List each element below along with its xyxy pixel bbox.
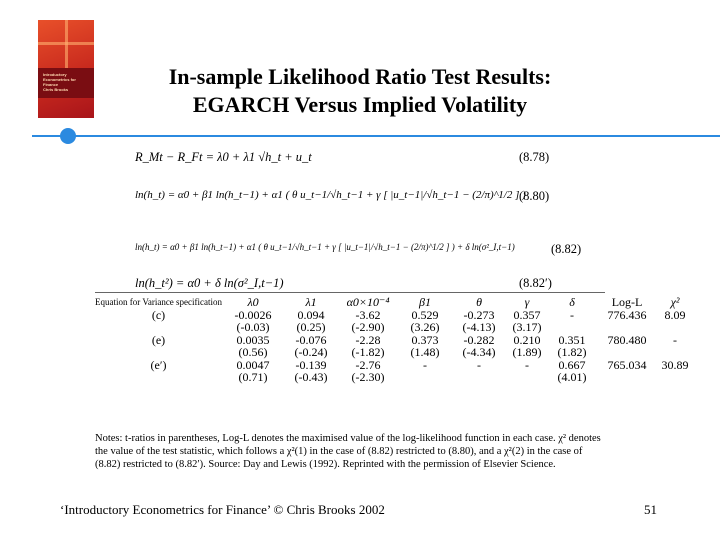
table-cell: (3.26) xyxy=(410,320,440,334)
table-cell: - xyxy=(570,307,575,322)
page-number: 51 xyxy=(644,502,657,517)
slide-footer: ‘Introductory Econometrics for Finance’ © Chris Brooks 2002 xyxy=(60,502,385,517)
table-cell xyxy=(548,321,596,334)
slide-title xyxy=(120,63,600,119)
equation-8-82: ln(h_t) = α0 + β1 ln(h_t−1) + α1 ( θ u_t−1/√h_t−1 + γ [ |u_t−1|/√h_t−1 − (2/π)^1/2 ] ) + δ ln(σ²_I,t−1) xyxy=(135,242,515,252)
equation-number: (8.82′) xyxy=(519,276,552,290)
equation-8-78: R_Mt − R_Ft = λ0 + λ1 √h_t + u_t xyxy=(135,150,312,164)
table-cell: 0.0047 xyxy=(236,357,270,372)
table-cell: - xyxy=(423,357,428,372)
table-row xyxy=(95,359,692,372)
table-cell: 0.667 xyxy=(558,357,586,372)
table-cell: (0.71) xyxy=(238,370,268,384)
table-header-cell: λ0 xyxy=(247,295,259,309)
table-header-cell: α0×10⁻⁴ xyxy=(346,295,390,309)
table-cell: -0.139 xyxy=(295,357,327,372)
table-cell: 0.210 xyxy=(513,332,541,347)
table-cell: (0.56) xyxy=(238,345,268,359)
table-cell xyxy=(95,371,222,384)
equation-number: (8.82) xyxy=(551,242,582,256)
table-cell: (e) xyxy=(151,332,166,347)
table-cell xyxy=(596,346,658,359)
table-cell: (-4.34) xyxy=(462,345,496,359)
table-header-cell: Log-L xyxy=(611,295,643,309)
table-row xyxy=(95,371,692,384)
book-cover-image xyxy=(38,20,94,118)
table-cell: 776.436 xyxy=(607,307,647,322)
table-top-rule xyxy=(95,292,605,293)
table-cell xyxy=(596,371,658,384)
table-cell: (0.25) xyxy=(296,320,326,334)
table-cell: -2.28 xyxy=(355,332,381,347)
table-cell: 8.09 xyxy=(664,307,686,322)
table-cell: (1.89) xyxy=(512,345,542,359)
table-cell: -0.282 xyxy=(463,332,495,347)
table-header-cell: β1 xyxy=(419,295,432,309)
table-cell: - xyxy=(477,357,482,372)
equation-8-80: ln(h_t) = α0 + β1 ln(h_t−1) + α1 ( θ u_t−1/√h_t−1 + γ [ |u_t−1|/√h_t−1 − (2/π)^1/2 ] ) xyxy=(135,189,526,201)
table-cell: -0.273 xyxy=(463,307,495,322)
equation-number: (8.78) xyxy=(519,150,550,164)
table-header-cell: δ xyxy=(569,295,575,309)
table-cell: 30.89 xyxy=(661,357,689,372)
equation-8-82-prime: ln(h_t²) = α0 + δ ln(σ²_I,t−1) xyxy=(135,276,284,290)
table-cell xyxy=(658,321,692,334)
table-cell: (-1.82) xyxy=(351,345,385,359)
table-cell: -3.62 xyxy=(355,307,381,322)
table-cell: - xyxy=(525,357,530,372)
table-cell xyxy=(506,371,548,384)
results-table xyxy=(95,296,692,384)
table-row xyxy=(95,321,692,334)
table-header-cell: Equation for Variance specification xyxy=(95,297,223,308)
table-cell: 0.357 xyxy=(513,307,541,322)
equation-number: (8.80) xyxy=(519,189,550,203)
title-divider xyxy=(32,135,720,137)
table-header-cell: γ xyxy=(524,295,530,309)
table-cell: -0.0026 xyxy=(234,307,272,322)
table-cell: (-0.43) xyxy=(294,370,328,384)
table-cell: (1.82) xyxy=(557,345,587,359)
table-cell: -0.076 xyxy=(295,332,327,347)
table-cell: 0.351 xyxy=(558,332,586,347)
table-cell xyxy=(398,371,452,384)
table-header-row xyxy=(95,296,692,309)
table-cell xyxy=(658,371,692,384)
table-cell: 0.094 xyxy=(297,307,325,322)
table-row xyxy=(95,334,692,347)
table-notes: Notes: t-ratios in parentheses, Log-L denotes the maximised value of the log-likelihood function in each case. χ² denotes the value of the test statistic, which follows a χ²(1) in the case of (8.82) restricted to (8.80), and a χ²(2) in the case of (8.82) restricted to (8.82′). Source: Day and Lewis (1992). Reprinted with the permission of Elsevier Science. xyxy=(95,433,601,471)
book-cover-text: Introductory Econometrics for Finance Chris Brooks xyxy=(43,72,76,92)
book-cover-decoration xyxy=(38,42,94,45)
table-cell: (1.48) xyxy=(410,345,440,359)
table-cell: 765.034 xyxy=(607,357,647,372)
table-row xyxy=(95,346,692,359)
table-cell: 780.480 xyxy=(607,332,647,347)
slide-title-line2: EGARCH Versus Implied Volatility xyxy=(192,92,528,117)
table-header-cell: χ² xyxy=(670,295,680,309)
table-cell: (-0.03) xyxy=(236,320,270,334)
table-header-cell: λ1 xyxy=(305,295,317,309)
table-cell xyxy=(452,371,506,384)
table-header-cell: θ xyxy=(476,295,482,309)
table-row xyxy=(95,309,692,322)
table-cell xyxy=(95,346,222,359)
table-cell: (-2.30) xyxy=(351,370,385,384)
table-cell xyxy=(658,346,692,359)
table-cell: (3.17) xyxy=(512,320,542,334)
table-cell: 0.0035 xyxy=(236,332,270,347)
table-cell: (-4.13) xyxy=(462,320,496,334)
table-cell: (c) xyxy=(151,307,166,322)
slide-title-line1: In-sample Likelihood Ratio Test Results: xyxy=(168,64,552,89)
table-cell: (-0.24) xyxy=(294,345,328,359)
table-cell: (4.01) xyxy=(557,370,587,384)
table-cell: -2.76 xyxy=(355,357,381,372)
table-cell: 0.373 xyxy=(411,332,439,347)
table-cell: (-2.90) xyxy=(351,320,385,334)
table-cell: (e′) xyxy=(150,357,167,372)
table-cell: 0.529 xyxy=(411,307,439,322)
table-cell: - xyxy=(673,332,678,347)
divider-bullet xyxy=(60,128,76,144)
table-cell xyxy=(596,321,658,334)
table-cell xyxy=(95,321,222,334)
